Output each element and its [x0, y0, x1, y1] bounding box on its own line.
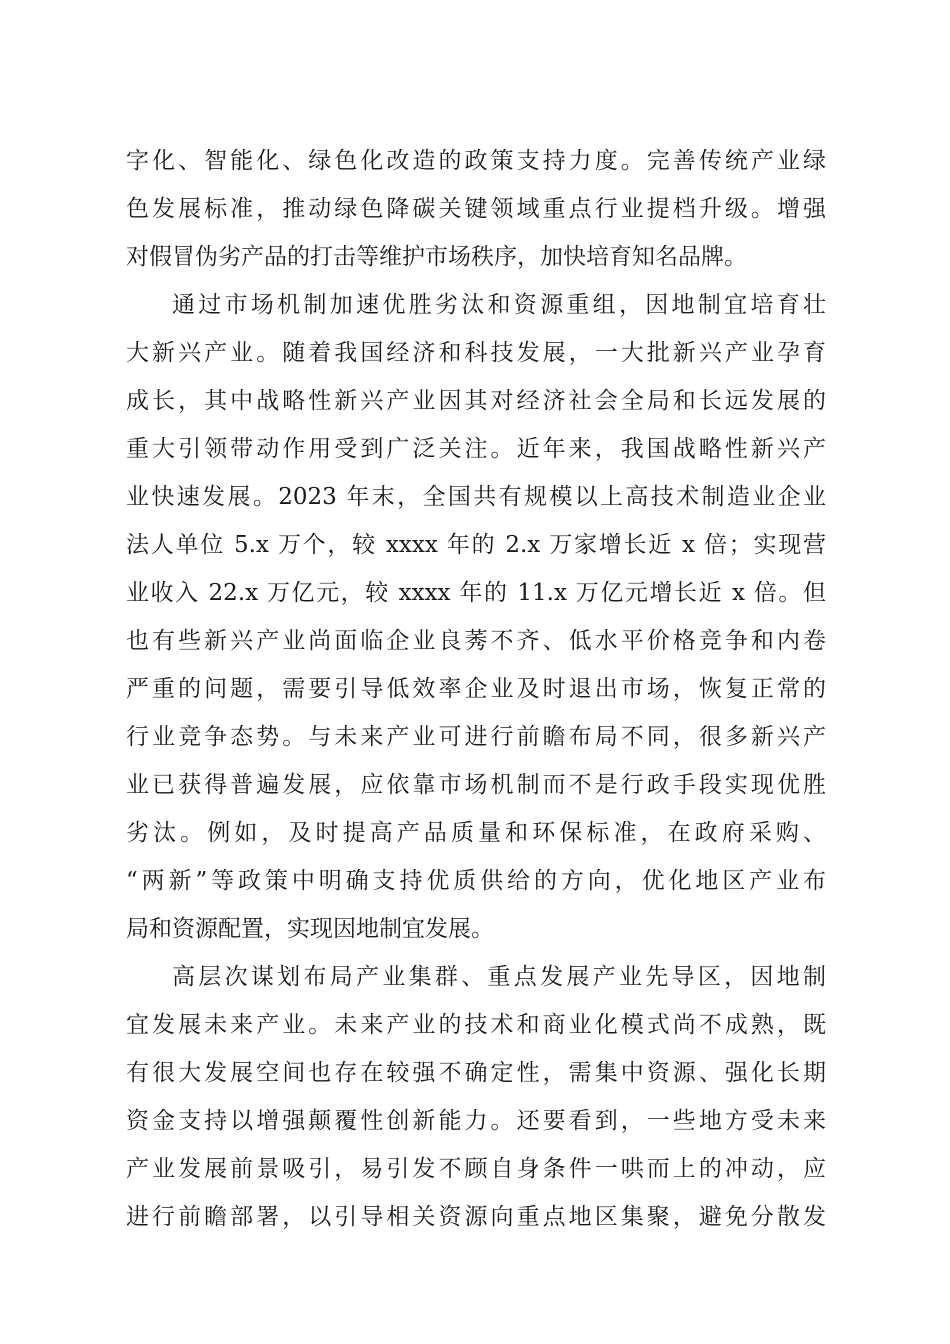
paragraph-1-line-2: 色发展标准，推动绿色降碳关键领域重点行业提档升级。增强	[126, 196, 826, 222]
paragraph-2-line-14: 局和资源配置，实现因地制宜发展。	[126, 916, 494, 942]
paragraph-3-line-3: 有很大发展空间也存在较强不确定性，需集中资源、强化长期	[126, 1060, 826, 1086]
paragraph-2-line-10: 行业竞争态势。与未来产业可进行前瞻布局不同，很多新兴产	[126, 724, 826, 750]
paragraph-2-line-4: 重大引领带动作用受到广泛关注。近年来，我国战略性新兴产	[126, 436, 826, 462]
paragraph-2-line-12: 劣汰。例如，及时提高产品质量和环保标准，在政府采购、	[126, 820, 826, 846]
paragraph-1-line-1: 字化、智能化、绿色化改造的政策支持力度。完善传统产业绿	[126, 148, 826, 174]
paragraph-3-line-5: 产业发展前景吸引，易引发不顾自身条件一哄而上的冲动，应	[126, 1156, 826, 1182]
paragraph-3-line-2: 宜发展未来产业。未来产业的技术和商业化模式尚不成熟，既	[126, 1012, 826, 1038]
paragraph-2-line-5: 业快速发展。2023 年末，全国共有规模以上高技术制造业企业	[126, 484, 826, 510]
paragraph-2-line-11: 业已获得普遍发展，应依靠市场机制而不是行政手段实现优胜	[126, 772, 826, 798]
paragraph-2-line-3: 成长，其中战略性新兴产业因其对经济社会全局和长远发展的	[126, 388, 826, 414]
paragraph-2-line-7: 业收入 22.x 万亿元，较 xxxx 年的 11.x 万亿元增长近 x 倍。但	[126, 580, 826, 606]
paragraph-2-line-6: 法人单位 5.x 万个，较 xxxx 年的 2.x 万家增长近 x 倍；实现营	[126, 532, 826, 558]
paragraph-3-line-6: 进行前瞻部署，以引导相关资源向重点地区集聚，避免分散发	[126, 1204, 826, 1230]
paragraph-2-line-13: “两新”等政策中明确支持优质供给的方向，优化地区产业布	[126, 868, 826, 894]
paragraph-2-line-1: 通过市场机制加速优胜劣汰和资源重组，因地制宜培育壮	[172, 292, 826, 318]
paragraph-3-line-1: 高层次谋划布局产业集群、重点发展产业先导区，因地制	[172, 964, 826, 990]
paragraph-1-line-3: 对假冒伪劣产品的打击等维护市场秩序，加快培育知名品牌。	[126, 244, 747, 270]
paragraph-2-line-2: 大新兴产业。随着我国经济和科技发展，一大批新兴产业孕育	[126, 340, 826, 366]
paragraph-3-line-4: 资金支持以增强颠覆性创新能力。还要看到，一些地方受未来	[126, 1108, 826, 1134]
paragraph-2-line-9: 严重的问题，需要引导低效率企业及时退出市场，恢复正常的	[126, 676, 826, 702]
paragraph-2-line-8: 也有些新兴产业尚面临企业良莠不齐、低水平价格竞争和内卷	[126, 628, 826, 654]
